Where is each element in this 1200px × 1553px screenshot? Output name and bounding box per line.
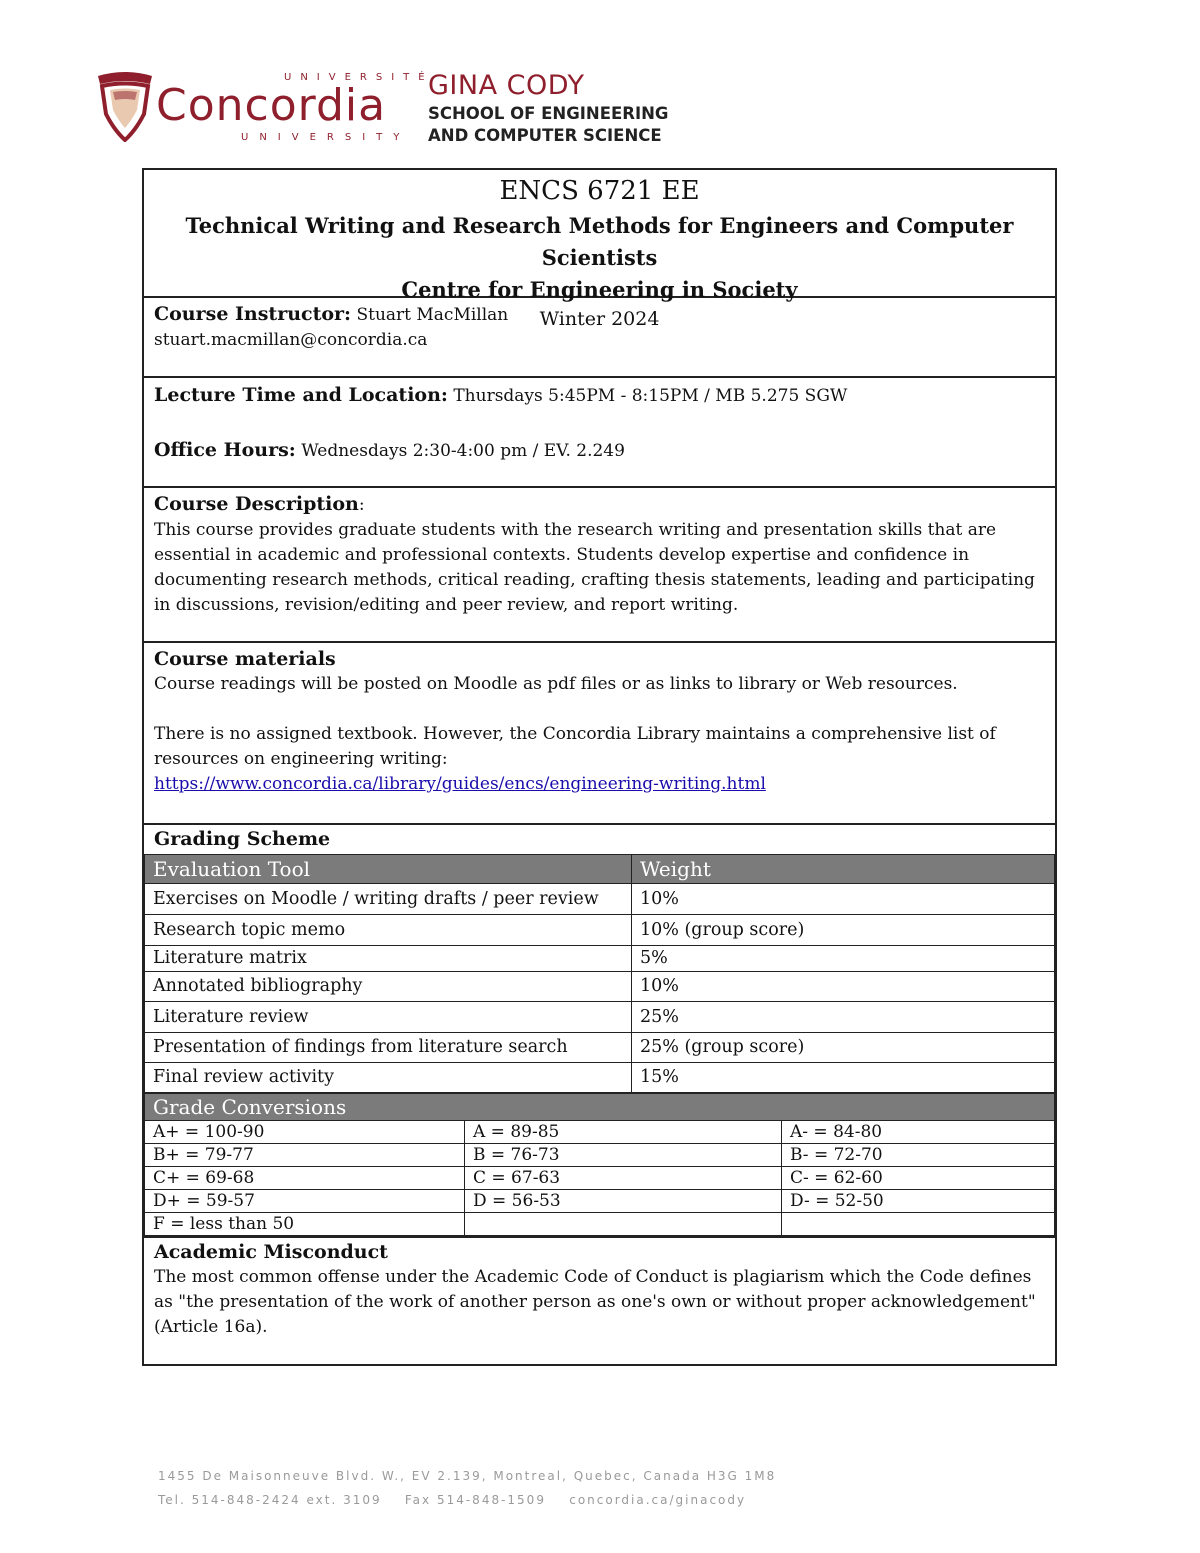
- school-line-2: AND COMPUTER SCIENCE: [428, 126, 662, 145]
- course-centre: Centre for Engineering in Society: [401, 277, 798, 302]
- grading-section: [144, 825, 1055, 1238]
- footer-fax: Fax 514-848-1509: [404, 1493, 546, 1507]
- grade-cell: D+ = 59-57: [145, 1190, 465, 1213]
- grade-cell: A = 89-85: [465, 1121, 782, 1144]
- col-evaluation-tool: Evaluation Tool: [145, 855, 632, 884]
- table-row: [145, 946, 1055, 972]
- office-hours-value: Wednesdays 2:30-4:00 pm / EV. 2.249: [301, 441, 625, 461]
- grade-cell: B = 76-73: [465, 1144, 782, 1167]
- table-row: [145, 1121, 1055, 1144]
- school-line-1: SCHOOL OF ENGINEERING: [428, 104, 669, 123]
- course-code: ENCS 6721 EE: [499, 176, 700, 206]
- grade-cell: D = 56-53: [465, 1190, 782, 1213]
- table-row: [145, 915, 1055, 946]
- tool-cell: Literature review: [145, 1002, 632, 1033]
- grade-cell: A- = 84-80: [782, 1121, 1055, 1144]
- footer-contact: [158, 1488, 776, 1512]
- weight-cell: 10% (group score): [632, 915, 1055, 946]
- tool-cell: Literature matrix: [145, 946, 632, 972]
- lecture-label: Lecture Time and Location:: [154, 384, 448, 406]
- table-row: [145, 972, 1055, 1002]
- library-guide-link[interactable]: https://www.concordia.ca/library/guides/encs/engineering-writing.html: [154, 774, 766, 794]
- misconduct-label: Academic Misconduct: [154, 1241, 388, 1263]
- instructor-name: Stuart MacMillan: [356, 305, 509, 325]
- materials-label: Course materials: [154, 648, 336, 670]
- lecture-line: [154, 380, 1045, 411]
- universite-label: UNIVERSITÉ: [284, 72, 434, 83]
- weight-cell: 15%: [632, 1063, 1055, 1093]
- course-outline-box: [142, 168, 1057, 1366]
- grade-conversion-label: Grade Conversions: [145, 1094, 1055, 1121]
- footer-tel: Tel. 514-848-2424 ext. 3109: [158, 1493, 382, 1507]
- grade-cell: B- = 72-70: [782, 1144, 1055, 1167]
- misconduct-text: The most common offense under the Academic Code of Conduct is plagiarism which the Code defines as "the presentation of the work of another person as one's own or without proper acknowledgement" (Article 16a).: [154, 1267, 1036, 1337]
- weight-cell: 10%: [632, 972, 1055, 1002]
- description-heading: [154, 492, 1045, 518]
- lecture-value: Thursdays 5:45PM - 8:15PM / MB 5.275 SGW: [453, 386, 848, 406]
- table-row: [145, 1002, 1055, 1033]
- misconduct-section: [144, 1238, 1055, 1364]
- table-row: [145, 1144, 1055, 1167]
- grade-conversion-header: [145, 1094, 1055, 1121]
- course-term: Winter 2024: [539, 308, 660, 330]
- grade-conversion-table: [144, 1093, 1055, 1236]
- grade-cell: C = 67-63: [465, 1167, 782, 1190]
- tool-cell: Annotated bibliography: [145, 972, 632, 1002]
- grading-table: [144, 854, 1055, 1093]
- description-section: [144, 488, 1055, 643]
- tool-cell: Presentation of findings from literature search: [145, 1033, 632, 1063]
- table-row: [145, 1063, 1055, 1093]
- weight-cell: 10%: [632, 884, 1055, 915]
- grade-cell: F = less than 50: [145, 1213, 465, 1236]
- weight-cell: 5%: [632, 946, 1055, 972]
- concordia-shield-icon: [96, 70, 154, 142]
- description-colon: :: [358, 495, 365, 515]
- tool-cell: Final review activity: [145, 1063, 632, 1093]
- instructor-email[interactable]: stuart.macmillan@concordia.ca: [154, 330, 428, 350]
- table-row: [145, 1033, 1055, 1063]
- materials-line-2: There is no assigned textbook. However, the Concordia Library maintains a comprehensive list of resources on engineering writing:: [154, 724, 996, 769]
- grading-header-row: [145, 855, 1055, 884]
- grade-cell: C+ = 69-68: [145, 1167, 465, 1190]
- tool-cell: Research topic memo: [145, 915, 632, 946]
- concordia-wordmark: Concordia: [156, 80, 387, 131]
- materials-section: [144, 643, 1055, 825]
- table-row: [145, 1167, 1055, 1190]
- schedule-section: [144, 378, 1055, 488]
- university-label: UNIVERSITY: [241, 132, 411, 143]
- table-row: [145, 884, 1055, 915]
- weight-cell: 25% (group score): [632, 1033, 1055, 1063]
- description-label: Course Description: [154, 493, 359, 515]
- grading-label: Grading Scheme: [154, 828, 331, 850]
- instructor-label: Course Instructor:: [154, 303, 352, 325]
- materials-line-1: Course readings will be posted on Moodle as pdf files or as links to library or Web resources.: [154, 674, 958, 694]
- grade-cell: B+ = 79-77: [145, 1144, 465, 1167]
- grade-cell: [782, 1213, 1055, 1236]
- footer-web[interactable]: concordia.ca/ginacody: [569, 1493, 747, 1507]
- grade-cell: D- = 52-50: [782, 1190, 1055, 1213]
- tool-cell: Exercises on Moodle / writing drafts / peer review: [145, 884, 632, 915]
- course-title: Technical Writing and Research Methods for Engineers and Computer Scientists: [185, 213, 1014, 270]
- grade-cell: C- = 62-60: [782, 1167, 1055, 1190]
- grade-cell: A+ = 100-90: [145, 1121, 465, 1144]
- office-hours-label: Office Hours:: [154, 439, 296, 461]
- office-hours-line: [154, 435, 1045, 466]
- table-row: [145, 1190, 1055, 1213]
- footer-address: 1455 De Maisonneuve Blvd. W., EV 2.139, Montreal, Quebec, Canada H3G 1M8: [158, 1469, 777, 1483]
- page-footer: [158, 1464, 776, 1512]
- school-name: GINA CODY: [428, 70, 585, 101]
- weight-cell: 25%: [632, 1002, 1055, 1033]
- page-header: [96, 66, 796, 156]
- description-text: This course provides graduate students with the research writing and presentation skills that are essential in academic and professional contexts. Students develop expertise and confidence in documenting research methods, critical reading, crafting thesis statements, leading and participating in discussions, revision/editing and peer review, and report writing.: [154, 520, 1035, 615]
- col-weight: Weight: [632, 855, 1055, 884]
- grade-cell: [465, 1213, 782, 1236]
- table-row: [145, 1213, 1055, 1236]
